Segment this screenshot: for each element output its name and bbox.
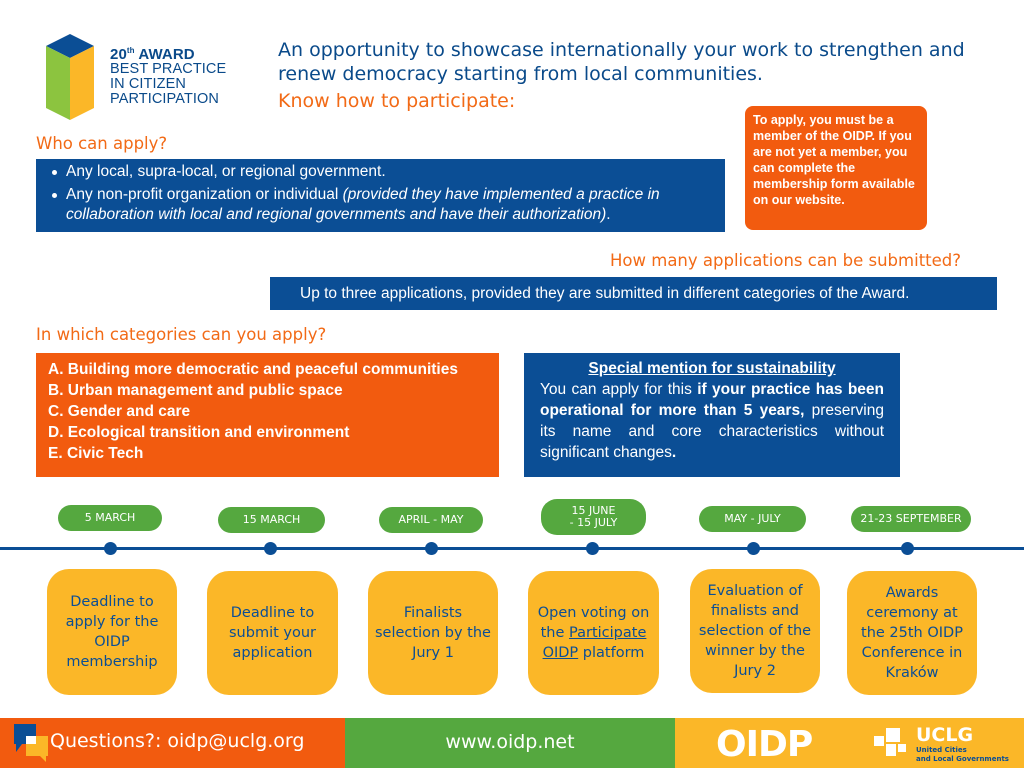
award-line-1: BEST PRACTICE [110, 61, 227, 77]
timeline-date: 15 JUNE - 15 JULY [541, 499, 646, 535]
award-cube-logo [46, 34, 94, 120]
special-mention-box [524, 353, 900, 477]
oidp-logo [716, 726, 834, 760]
page-headline: An opportunity to showcase internationally your work to strengthen and renew democracy starting from local communities. [278, 39, 965, 85]
eligibility-item: Any non-profit organization or individual (provided they have implemented a practice in collaboration with local and regional governments and have their authorization). [66, 185, 715, 225]
timeline-card: Deadline to submit your application [207, 571, 338, 695]
timeline-card: Awards ceremony at the 25th OIDP Conference in Kraków [847, 571, 977, 695]
categories-title: In which categories can you apply? [36, 325, 327, 344]
uclg-logo [872, 722, 1012, 764]
participate-heading: Know how to participate: [278, 90, 516, 112]
timeline-card: Finalists selection by the Jury 1 [368, 571, 498, 695]
timeline-card: Deadline to apply for the OIDP membership [47, 569, 177, 695]
timeline-date: 5 MARCH [58, 505, 162, 531]
svg-text:and Local Governments: and Local Governments [916, 755, 1009, 763]
participate-oidp-link[interactable]: Participate OIDP [542, 625, 647, 661]
svg-text:OIDP: OIDP [716, 726, 813, 760]
timeline-date: MAY - JULY [699, 506, 806, 532]
how-many-box: Up to three applications, provided they are submitted in different categories of the Award. [270, 277, 997, 310]
timeline-date: 21-23 SEPTEMBER [851, 506, 971, 532]
award-line-2: IN CITIZEN [110, 76, 186, 92]
award-line-3: PARTICIPATION [110, 91, 219, 107]
how-many-title: How many applications can be submitted? [610, 251, 962, 270]
special-mention-title: Special mention for sustainability [588, 360, 836, 377]
timeline-line [0, 547, 1024, 550]
timeline-marker [264, 542, 277, 555]
special-mention-text: You can apply for this if your practice has been operational for more than 5 years, preserving its name and core characteristics without significant changes. [540, 381, 884, 461]
category-item: C. Gender and care [48, 403, 191, 420]
category-item: D. Ecological transition and environment [48, 424, 350, 441]
timeline-marker [747, 542, 760, 555]
timeline-date: APRIL - MAY [379, 507, 483, 533]
chat-bubbles-icon [12, 722, 50, 762]
category-item: B. Urban management and public space [48, 382, 343, 399]
categories-box [36, 353, 499, 477]
award-title: 20th AWARD [110, 46, 195, 63]
questions-email[interactable]: Questions?: oidp@uclg.org [50, 730, 305, 752]
eligibility-item: Any local, supra-local, or regional government. [66, 162, 715, 182]
website-link[interactable]: www.oidp.net [445, 731, 575, 753]
category-item: A. Building more democratic and peaceful communities [48, 361, 458, 378]
category-item: E. Civic Tech [48, 445, 144, 462]
who-can-apply-title: Who can apply? [36, 134, 168, 153]
timeline-marker [425, 542, 438, 555]
who-can-apply-box [36, 159, 725, 232]
svg-text:United Cities: United Cities [916, 746, 967, 754]
svg-text:UCLG: UCLG [916, 724, 974, 746]
award-logo-text [110, 43, 280, 107]
timeline-date: 15 MARCH [218, 507, 325, 533]
timeline-card: Open voting on the Participate OIDP platform [528, 571, 659, 695]
membership-note: To apply, you must be a member of the OIDP. If you are not yet a member, you can complete the membership form available on our website. [745, 106, 927, 230]
timeline-marker [901, 542, 914, 555]
timeline-marker [104, 542, 117, 555]
timeline-card: Evaluation of finalists and selection of the winner by the Jury 2 [690, 569, 820, 693]
timeline-marker [586, 542, 599, 555]
